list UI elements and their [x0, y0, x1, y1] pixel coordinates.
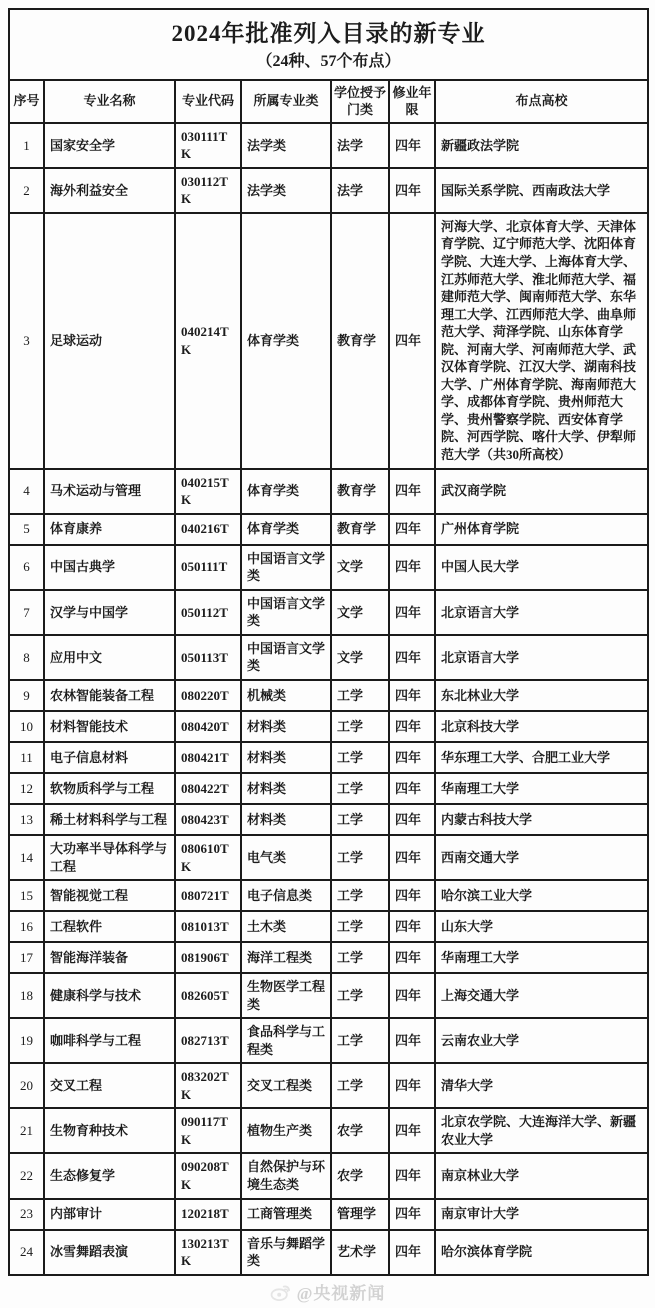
cell-name: 中国古典学	[44, 545, 175, 590]
cell-schools: 内蒙古科技大学	[435, 804, 648, 835]
cell-degree: 工学	[331, 773, 389, 804]
cell-code: 082605T	[175, 973, 241, 1018]
cell-years: 四年	[389, 742, 435, 773]
cell-category: 工商管理类	[241, 1199, 331, 1230]
cell-code: 081013T	[175, 911, 241, 942]
cell-schools: 华南理工大学	[435, 942, 648, 973]
title-row	[9, 9, 648, 80]
table-row	[9, 804, 648, 835]
cell-name: 大功率半导体科学与工程	[44, 835, 175, 880]
cell-code: 050112T	[175, 590, 241, 635]
cell-schools: 北京科技大学	[435, 711, 648, 742]
cell-name: 电子信息材料	[44, 742, 175, 773]
cell-years: 四年	[389, 942, 435, 973]
cell-years: 四年	[389, 590, 435, 635]
cell-category: 材料类	[241, 742, 331, 773]
cell-index: 16	[9, 911, 44, 942]
cell-schools: 广州体育学院	[435, 514, 648, 545]
cell-degree: 教育学	[331, 213, 389, 469]
title-block	[9, 9, 648, 80]
cell-category: 体育学类	[241, 514, 331, 545]
cell-degree: 文学	[331, 545, 389, 590]
cell-schools: 云南农业大学	[435, 1018, 648, 1063]
cell-degree: 农学	[331, 1108, 389, 1153]
cell-name: 健康科学与技术	[44, 973, 175, 1018]
cell-years: 四年	[389, 911, 435, 942]
cell-schools: 哈尔滨体育学院	[435, 1230, 648, 1275]
cell-index: 12	[9, 773, 44, 804]
cell-schools: 河海大学、北京体育大学、天津体育学院、辽宁师范大学、沈阳体育学院、大连大学、上海体育大学、江苏师范大学、淮北师范大学、福建师范大学、闽南师范大学、东华理工大学、江西师范大学、曲阜师范大学、菏泽学院、山东体育学院、河南大学、河南师范大学、武汉体育学院、江汉大学、湖南科技大学、广州体育学院、海南师范大学、成都体育学院、贵州师范大学、贵州警察学院、西安体育学院、河西学院、喀什大学、伊犁师范大学（共30所高校）	[435, 213, 648, 469]
cell-name: 马术运动与管理	[44, 469, 175, 514]
cell-name: 国家安全学	[44, 123, 175, 168]
cell-schools: 南京审计大学	[435, 1199, 648, 1230]
page-subtitle: （24种、57个布点）	[256, 53, 401, 71]
cell-name: 稀土材料科学与工程	[44, 804, 175, 835]
header-code: 专业代码	[175, 80, 241, 123]
table-row	[9, 880, 648, 911]
cell-category: 交叉工程类	[241, 1063, 331, 1108]
cell-name: 汉学与中国学	[44, 590, 175, 635]
cell-years: 四年	[389, 1063, 435, 1108]
header-years: 修业年限	[389, 80, 435, 123]
cell-category: 体育学类	[241, 469, 331, 514]
cell-name: 交叉工程	[44, 1063, 175, 1108]
cell-degree: 工学	[331, 680, 389, 711]
cell-category: 中国语言文学类	[241, 545, 331, 590]
weibo-icon	[270, 1283, 292, 1301]
cell-degree: 文学	[331, 635, 389, 680]
cell-index: 3	[9, 213, 44, 469]
cell-index: 6	[9, 545, 44, 590]
cell-code: 081906T	[175, 942, 241, 973]
cell-schools: 清华大学	[435, 1063, 648, 1108]
cell-index: 21	[9, 1108, 44, 1153]
cell-code: 040216T	[175, 514, 241, 545]
cell-code: 040215TK	[175, 469, 241, 514]
cell-index: 24	[9, 1230, 44, 1275]
cell-code: 090117TK	[175, 1108, 241, 1153]
table-row	[9, 773, 648, 804]
cell-index: 7	[9, 590, 44, 635]
cell-degree: 农学	[331, 1153, 389, 1198]
table-body	[9, 123, 648, 1275]
cell-category: 中国语言文学类	[241, 590, 331, 635]
cell-category: 法学类	[241, 168, 331, 213]
cell-code: 082713T	[175, 1018, 241, 1063]
cell-name: 海外利益安全	[44, 168, 175, 213]
cell-name: 材料智能技术	[44, 711, 175, 742]
cell-name: 工程软件	[44, 911, 175, 942]
new-majors-table	[8, 8, 649, 1276]
cell-name: 足球运动	[44, 213, 175, 469]
cell-years: 四年	[389, 1153, 435, 1198]
cell-index: 17	[9, 942, 44, 973]
cell-schools: 中国人民大学	[435, 545, 648, 590]
cell-schools: 国际关系学院、西南政法大学	[435, 168, 648, 213]
table-row	[9, 213, 648, 469]
table-row	[9, 1199, 648, 1230]
cell-name: 内部审计	[44, 1199, 175, 1230]
cell-years: 四年	[389, 1018, 435, 1063]
header-degree: 学位授予门类	[331, 80, 389, 123]
cell-name: 农林智能装备工程	[44, 680, 175, 711]
watermark	[8, 1276, 647, 1308]
table-row	[9, 911, 648, 942]
cell-name: 软物质科学与工程	[44, 773, 175, 804]
cell-code: 040214TK	[175, 213, 241, 469]
cell-schools: 北京农学院、大连海洋大学、新疆农业大学	[435, 1108, 648, 1153]
cell-degree: 工学	[331, 911, 389, 942]
cell-name: 应用中文	[44, 635, 175, 680]
cell-index: 9	[9, 680, 44, 711]
watermark-text: @央视新闻	[296, 1284, 386, 1304]
cell-degree: 艺术学	[331, 1230, 389, 1275]
table-row	[9, 514, 648, 545]
cell-code: 030112TK	[175, 168, 241, 213]
table-row	[9, 680, 648, 711]
cell-code: 120218T	[175, 1199, 241, 1230]
cell-degree: 工学	[331, 835, 389, 880]
cell-index: 2	[9, 168, 44, 213]
cell-code: 080220T	[175, 680, 241, 711]
header-index: 序号	[9, 80, 44, 123]
cell-years: 四年	[389, 168, 435, 213]
cell-schools: 南京林业大学	[435, 1153, 648, 1198]
cell-index: 20	[9, 1063, 44, 1108]
cell-years: 四年	[389, 635, 435, 680]
table-row	[9, 942, 648, 973]
cell-years: 四年	[389, 123, 435, 168]
cell-index: 13	[9, 804, 44, 835]
cell-category: 中国语言文学类	[241, 635, 331, 680]
cell-code: 080421T	[175, 742, 241, 773]
cell-index: 11	[9, 742, 44, 773]
cell-code: 080423T	[175, 804, 241, 835]
cell-category: 电子信息类	[241, 880, 331, 911]
cell-category: 食品科学与工程类	[241, 1018, 331, 1063]
cell-index: 14	[9, 835, 44, 880]
cell-years: 四年	[389, 213, 435, 469]
cell-index: 8	[9, 635, 44, 680]
cell-code: 090208TK	[175, 1153, 241, 1198]
cell-degree: 教育学	[331, 514, 389, 545]
cell-years: 四年	[389, 835, 435, 880]
table-row	[9, 1153, 648, 1198]
cell-schools: 西南交通大学	[435, 835, 648, 880]
cell-degree: 法学	[331, 168, 389, 213]
cell-schools: 北京语言大学	[435, 590, 648, 635]
cell-degree: 工学	[331, 742, 389, 773]
cell-code: 030111TK	[175, 123, 241, 168]
cell-category: 音乐与舞蹈学类	[241, 1230, 331, 1275]
cell-years: 四年	[389, 880, 435, 911]
table-row	[9, 1230, 648, 1275]
cell-schools: 北京语言大学	[435, 635, 648, 680]
cell-degree: 工学	[331, 880, 389, 911]
header-schools: 布点高校	[435, 80, 648, 123]
cell-name: 智能海洋装备	[44, 942, 175, 973]
cell-schools: 华南理工大学	[435, 773, 648, 804]
cell-degree: 法学	[331, 123, 389, 168]
cell-degree: 管理学	[331, 1199, 389, 1230]
cell-index: 15	[9, 880, 44, 911]
cell-schools: 武汉商学院	[435, 469, 648, 514]
cell-code: 080610TK	[175, 835, 241, 880]
cell-code: 050113T	[175, 635, 241, 680]
cell-category: 体育学类	[241, 213, 331, 469]
table-row	[9, 545, 648, 590]
cell-category: 材料类	[241, 804, 331, 835]
cell-category: 法学类	[241, 123, 331, 168]
cell-years: 四年	[389, 973, 435, 1018]
table-row	[9, 711, 648, 742]
header-category: 所属专业类	[241, 80, 331, 123]
table-row	[9, 635, 648, 680]
cell-years: 四年	[389, 680, 435, 711]
cell-name: 生态修复学	[44, 1153, 175, 1198]
cell-category: 电气类	[241, 835, 331, 880]
cell-category: 材料类	[241, 773, 331, 804]
cell-degree: 工学	[331, 711, 389, 742]
table-row	[9, 835, 648, 880]
page-title: 2024年批准列入目录的新专业	[171, 21, 486, 46]
cell-index: 5	[9, 514, 44, 545]
cell-degree: 教育学	[331, 469, 389, 514]
cell-name: 智能视觉工程	[44, 880, 175, 911]
cell-code: 050111T	[175, 545, 241, 590]
cell-degree: 工学	[331, 1063, 389, 1108]
cell-degree: 文学	[331, 590, 389, 635]
table-row	[9, 123, 648, 168]
header-name: 专业名称	[44, 80, 175, 123]
cell-degree: 工学	[331, 804, 389, 835]
table-row	[9, 973, 648, 1018]
cell-code: 080422T	[175, 773, 241, 804]
cell-name: 冰雪舞蹈表演	[44, 1230, 175, 1275]
table-row	[9, 1108, 648, 1153]
cell-category: 土木类	[241, 911, 331, 942]
cell-code: 083202TK	[175, 1063, 241, 1108]
cell-degree: 工学	[331, 1018, 389, 1063]
cell-years: 四年	[389, 1199, 435, 1230]
cell-schools: 哈尔滨工业大学	[435, 880, 648, 911]
cell-category: 材料类	[241, 711, 331, 742]
cell-degree: 工学	[331, 942, 389, 973]
cell-degree: 工学	[331, 973, 389, 1018]
cell-name: 生物育种技术	[44, 1108, 175, 1153]
cell-category: 自然保护与环境生态类	[241, 1153, 331, 1198]
cell-schools: 华东理工大学、合肥工业大学	[435, 742, 648, 773]
cell-schools: 东北林业大学	[435, 680, 648, 711]
cell-years: 四年	[389, 1108, 435, 1153]
cell-name: 体育康养	[44, 514, 175, 545]
cell-category: 生物医学工程类	[241, 973, 331, 1018]
cell-category: 植物生产类	[241, 1108, 331, 1153]
table-row	[9, 1063, 648, 1108]
cell-code: 130213TK	[175, 1230, 241, 1275]
cell-name: 咖啡科学与工程	[44, 1018, 175, 1063]
cell-index: 10	[9, 711, 44, 742]
cell-index: 1	[9, 123, 44, 168]
table-row	[9, 168, 648, 213]
cell-years: 四年	[389, 773, 435, 804]
cell-code: 080721T	[175, 880, 241, 911]
cell-schools: 新疆政法学院	[435, 123, 648, 168]
cell-years: 四年	[389, 469, 435, 514]
cell-years: 四年	[389, 514, 435, 545]
table-row	[9, 590, 648, 635]
cell-schools: 上海交通大学	[435, 973, 648, 1018]
cell-category: 机械类	[241, 680, 331, 711]
cell-years: 四年	[389, 1230, 435, 1275]
cell-schools: 山东大学	[435, 911, 648, 942]
cell-years: 四年	[389, 711, 435, 742]
cell-index: 18	[9, 973, 44, 1018]
table-row	[9, 1018, 648, 1063]
table-row	[9, 469, 648, 514]
cell-index: 19	[9, 1018, 44, 1063]
cell-code: 080420T	[175, 711, 241, 742]
cell-years: 四年	[389, 804, 435, 835]
header-row	[9, 80, 648, 123]
table-row	[9, 742, 648, 773]
cell-category: 海洋工程类	[241, 942, 331, 973]
cell-index: 23	[9, 1199, 44, 1230]
cell-years: 四年	[389, 545, 435, 590]
cell-index: 4	[9, 469, 44, 514]
cell-index: 22	[9, 1153, 44, 1198]
